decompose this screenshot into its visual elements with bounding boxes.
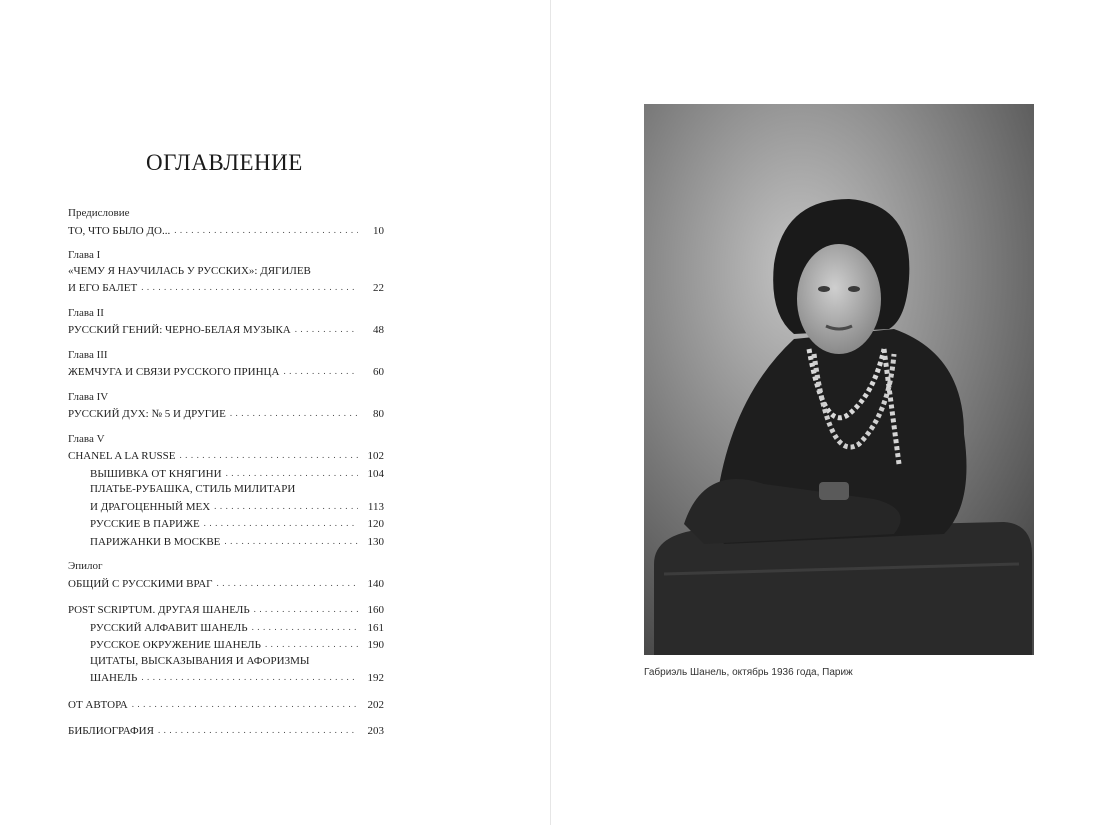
toc-section (68, 432, 384, 551)
toc-section-label: Глава II (68, 306, 104, 319)
toc-page-number: 80 (373, 408, 384, 420)
toc-section (68, 348, 384, 381)
page-title: ОГЛАВЛЕНИЕ (146, 150, 303, 175)
toc-entry (68, 405, 384, 423)
toc-section-label: Глава V (68, 432, 105, 445)
toc-leader-dots (132, 697, 358, 709)
toc-section-label: Глава I (68, 249, 101, 261)
toc-section (68, 696, 384, 714)
toc-entry-title: РУССКИЙ ГЕНИЙ: ЧЕРНО-БЕЛАЯ МУЗЫКА (68, 324, 291, 336)
toc-section (68, 722, 384, 740)
right-page (552, 0, 1104, 825)
toc-page-number: 160 (367, 604, 384, 616)
toc-leader-dots (214, 499, 358, 511)
toc-leader-dots (204, 516, 358, 528)
toc-page-number: 10 (373, 224, 384, 237)
toc-leader-dots (179, 448, 358, 460)
toc-entry-title: ВЫШИВКА ОТ КНЯГИНИ (90, 467, 222, 480)
page-gutter (550, 0, 551, 825)
portrait-photo (644, 104, 1034, 655)
toc-entry (68, 321, 384, 339)
toc-entry (68, 696, 384, 714)
toc-section-label: Предисловие (68, 207, 130, 219)
toc-entry-title: ЖЕМЧУГА И СВЯЗИ РУССКОГО ПРИНЦА (68, 366, 280, 378)
toc-leader-dots (141, 670, 358, 682)
toc-leader-dots (252, 620, 358, 632)
toc-entry-title: БИБЛИОГРАФИЯ (68, 725, 154, 737)
toc-entry-title: И ДРАГОЦЕННЫЙ МЕХ (90, 500, 211, 513)
toc-leader-dots (226, 466, 358, 478)
toc-entry (68, 515, 384, 533)
photo-caption: Габриэль Шанель, октябрь 1936 года, Париж (644, 667, 853, 678)
toc-leader-dots (141, 280, 358, 292)
toc-entry (68, 447, 384, 465)
toc-page-number: 130 (367, 535, 384, 548)
toc-page-number: 60 (373, 366, 384, 378)
toc-page-number: 48 (373, 324, 384, 336)
toc-entry (68, 533, 384, 551)
toc-leader-dots (174, 223, 358, 235)
toc-page-number: 113 (367, 500, 384, 513)
toc-entry-line: ПЛАТЬЕ-РУБАШКА, СТИЛЬ МИЛИТАРИ (90, 483, 296, 495)
toc-entry-title: ОТ АВТОРА (68, 698, 128, 711)
toc-section-label: Глава III (68, 348, 108, 361)
toc-section (68, 390, 384, 423)
toc-entry (68, 465, 384, 483)
toc-entry-line: ЦИТАТЫ, ВЫСКАЗЫВАНИЯ И АФОРИЗМЫ (90, 654, 310, 667)
toc-page-number: 161 (367, 621, 384, 634)
toc-page-number: 192 (367, 672, 384, 684)
toc-entry (68, 722, 384, 740)
toc-leader-dots (265, 637, 358, 649)
toc-page-number: 190 (367, 639, 384, 651)
toc-section (68, 206, 384, 239)
toc-entry-title: ТО, ЧТО БЫЛО ДО... (68, 224, 171, 237)
toc-section-label: Эпилог (68, 560, 103, 572)
toc-entry-title: ПАРИЖАНКИ В МОСКВЕ (90, 535, 221, 548)
table-of-contents (68, 206, 384, 749)
toc-entry-title: РУССКОЕ ОКРУЖЕНИЕ ШАНЕЛЬ (90, 639, 261, 651)
toc-entry-title: CHANEL A LA RUSSE (68, 450, 176, 462)
toc-leader-dots (230, 406, 358, 418)
toc-leader-dots (295, 322, 358, 334)
toc-page-number: 140 (367, 577, 384, 590)
toc-entry (68, 363, 384, 381)
toc-entry (68, 575, 384, 593)
toc-entry-title: ШАНЕЛЬ (90, 672, 138, 684)
toc-entry-title: POST SCRIPTUM. ДРУГАЯ ШАНЕЛЬ (68, 604, 250, 616)
toc-leader-dots (217, 576, 359, 588)
toc-section (68, 601, 384, 687)
toc-entry-title: РУССКИЕ В ПАРИЖЕ (90, 518, 200, 530)
toc-page-number: 203 (367, 725, 384, 737)
toc-page-number: 120 (367, 518, 384, 530)
toc-section-label: Глава IV (68, 390, 109, 403)
toc-leader-dots (254, 602, 358, 614)
toc-section (68, 559, 384, 592)
toc-entry (68, 636, 384, 654)
toc-page-number: 202 (367, 698, 384, 711)
toc-leader-dots (283, 364, 358, 376)
toc-entry-title: ОБЩИЙ С РУССКИМИ ВРАГ (68, 577, 213, 590)
toc-page-number: 102 (367, 450, 384, 462)
toc-leader-dots (224, 534, 358, 546)
toc-page-number: 104 (367, 467, 384, 480)
toc-page-number: 22 (373, 282, 384, 294)
toc-entry (68, 279, 384, 297)
toc-entry-title: РУССКИЙ АЛФАВИТ ШАНЕЛЬ (90, 621, 248, 634)
toc-entry (68, 222, 384, 240)
toc-section (68, 306, 384, 339)
toc-entry (68, 601, 384, 619)
toc-entry (68, 498, 384, 516)
portrait-illustration (644, 104, 1034, 655)
toc-entry (68, 669, 384, 687)
toc-section (68, 248, 384, 297)
toc-entry-title: И ЕГО БАЛЕТ (68, 282, 138, 294)
toc-entry-title: РУССКИЙ ДУХ: № 5 И ДРУГИЕ (68, 408, 226, 420)
left-page (0, 0, 551, 825)
toc-entry-line: «ЧЕМУ Я НАУЧИЛАСЬ У РУССКИХ»: ДЯГИЛЕВ (68, 264, 311, 277)
toc-entry (68, 619, 384, 637)
toc-leader-dots (158, 723, 358, 735)
